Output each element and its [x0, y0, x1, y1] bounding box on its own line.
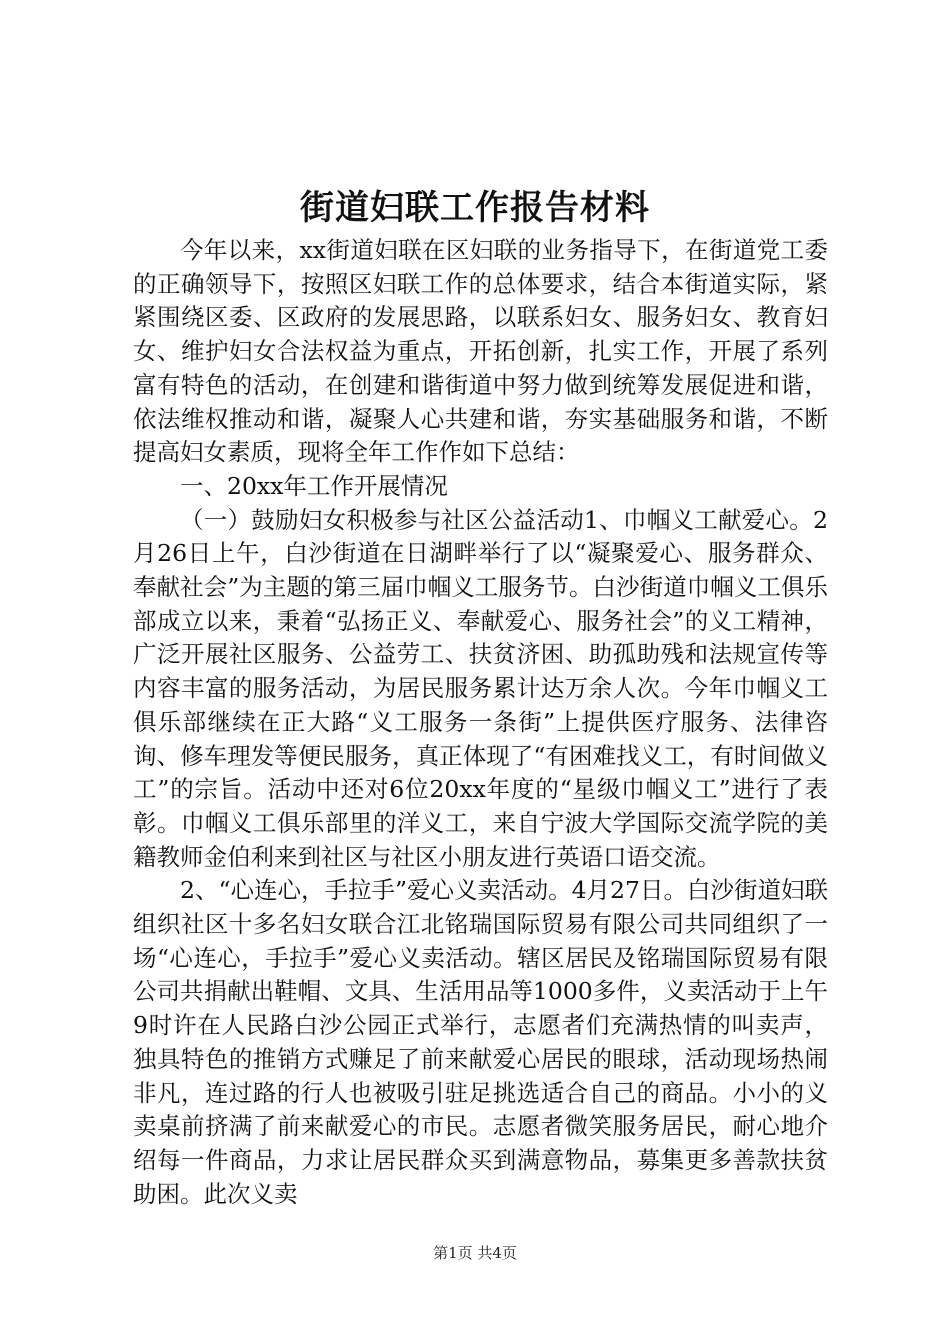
- document-title: 街道妇联工作报告材料: [300, 188, 650, 228]
- paragraph-volunteer: （一）鼓励妇女积极参与社区公益活动1、巾帼义工献爱心。2月26日上午，白沙街道在日湖畔举行了以“凝聚爱心、服务群众、奉献社会”为主题的第三届巾帼义工服务节。白沙街道巾帼义工俱乐部成立以来，秉着“弘扬正义、奉献爱心、服务社会”的义工精神，广泛开展社区服务、公益劳工、扶贫济困、助孤助残和法规宣传等内容丰富的服务活动，为居民服务累计达万余人次。今年巾帼义工俱乐部继续在正大路“义工服务一条街”上提供医疗服务、法律咨询、修车理发等便民服务，真正体现了“有困难找义工，有时间做义工”的宗旨。活动中还对6位20xx年度的“星级巾帼义工”进行了表彰。巾帼义工俱乐部里的洋义工，来自宁波大学国际交流学院的美籍教师金伯利来到社区与社区小朋友进行英语口语交流。: [133, 505, 828, 871]
- page-footer: 第1页 共4页: [433, 1244, 517, 1262]
- section-heading: 一、20xx年工作开展情况: [180, 471, 448, 500]
- document-body: [133, 234, 828, 1211]
- paragraph-intro: 今年以来，xx街道妇联在区妇联的业务指导下，在街道党工委的正确领导下，按照区妇联工作的总体要求，结合本街道实际，紧紧围绕区委、区政府的发展思路，以联系妇女、服务妇女、教育妇女、维护妇女合法权益为重点，开拓创新，扎实工作，开展了系列富有特色的活动，在创建和谐街道中努力做到统筹发展促进和谐，依法维权推动和谐，凝聚人心共建和谐，夯实基础服务和谐，不断提高妇女素质，现将全年工作作如下总结：: [133, 236, 828, 467]
- paragraph-charity-sale: 2、“心连心，手拉手”爱心义卖活动。4月27日。白沙街道妇联组织社区十多名妇女联合江北铭瑞国际贸易有限公司共同组织了一场“心连心，手拉手”爱心义卖活动。辖区居民及铭瑞国际贸易有限公司共捐献出鞋帽、文具、生活用品等1000多件，义卖活动于上午9时许在人民路白沙公园正式举行，志愿者们充满热情的叫卖声，独具特色的推销方式赚足了前来献爱心居民的眼球，活动现场热闹非凡，连过路的行人也被吸引驻足挑选适合自己的商品。小小的义卖桌前挤满了前来献爱心的市民。志愿者微笑服务居民，耐心地介绍每一件商品，力求让居民群众买到满意物品，募集更多善款扶贫助困。此次义卖: [133, 876, 828, 1208]
